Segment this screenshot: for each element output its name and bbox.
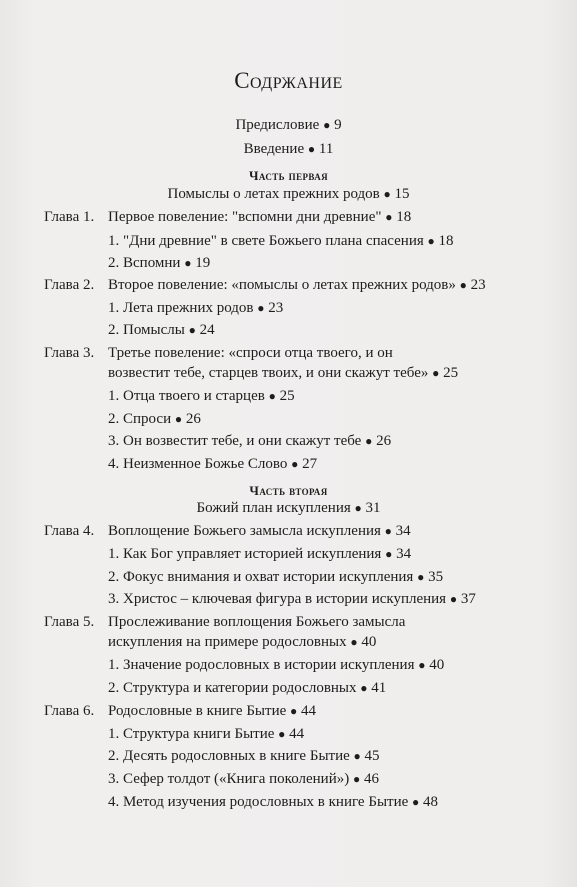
- subitem-text: 2. Спроси: [108, 411, 172, 427]
- toc-subitem: [108, 726, 304, 743]
- bullet-separator: ●: [385, 547, 393, 561]
- chapter-title-line: возвестит тебе, старцев твоих, и они скажут тебе»: [108, 365, 429, 381]
- entry-page: 23: [268, 300, 284, 316]
- bullet-separator: ●: [174, 412, 183, 426]
- bullet-separator: ●: [384, 524, 392, 538]
- toc-subitem: [108, 794, 438, 811]
- bullet-separator: ●: [353, 749, 361, 763]
- chapter-title: [108, 209, 411, 226]
- chapter-title-continued: [108, 634, 376, 651]
- subitem-text: 3. Христос – ключевая фигура в истории искупления: [108, 591, 447, 607]
- entry-page: 31: [365, 500, 381, 516]
- entry-page: 19: [195, 255, 211, 271]
- subitem-text: 3. Он возвестит тебе, и они скажут тебе: [108, 433, 362, 449]
- toc-subitem: [108, 433, 391, 450]
- toc-subitem: [108, 569, 443, 586]
- bullet-separator: ●: [188, 323, 196, 337]
- subitem-text: 1. Структура книги Бытие: [108, 726, 275, 742]
- entry-page: 40: [429, 657, 445, 673]
- subitem-text: 1. Как Бог управляет историей искупления: [108, 546, 382, 562]
- toc-entry-introduction: [0, 141, 577, 158]
- toc-subitem: [108, 300, 283, 317]
- chapter-title-line: Прослеживание воплощения Божьего замысла: [108, 614, 406, 630]
- subitem-text: 1. Отца твоего и старцев: [108, 388, 265, 404]
- entry-page: 46: [363, 771, 379, 787]
- chapter-title: [108, 703, 316, 720]
- entry-page: 34: [395, 523, 411, 539]
- entry-page: 26: [185, 411, 201, 427]
- subitem-text: 2. Структура и категории родословных: [108, 680, 357, 696]
- chapter-label: Глава 2.: [44, 277, 95, 293]
- chapter-label: Глава 4.: [44, 523, 95, 539]
- chapter-title: [108, 345, 393, 362]
- bullet-separator: ●: [412, 795, 420, 809]
- bullet-separator: ●: [360, 681, 368, 695]
- bullet-separator: ●: [290, 704, 298, 718]
- entry-page: 27: [302, 456, 318, 472]
- page-title: Содржание: [234, 68, 343, 93]
- part-title-text: Божий план искупления: [196, 500, 351, 516]
- entry-page: 40: [361, 634, 377, 650]
- chapter-label: Глава 3.: [44, 345, 95, 361]
- bullet-separator: ●: [278, 727, 286, 741]
- toc-subitem: [108, 657, 444, 674]
- entry-page: 37: [460, 591, 476, 607]
- entry-page: 41: [371, 680, 387, 696]
- chapter-title-line: Второе повеление: «помыслы о летах прежних родов»: [108, 277, 456, 293]
- chapter-label: Глава 6.: [44, 703, 95, 719]
- toc-entry-preface: [0, 117, 577, 134]
- toc-subitem: [108, 456, 317, 473]
- toc-subitem: [108, 591, 476, 608]
- bullet-separator: ●: [291, 457, 299, 471]
- toc-subitem: [108, 255, 210, 272]
- subitem-text: 1. "Дни древние" в свете Божьего плана спасения: [108, 233, 424, 249]
- part-label: Часть вторая: [249, 483, 328, 498]
- entry-page: 25: [443, 365, 459, 381]
- entry-page: 18: [396, 209, 412, 225]
- bullet-separator: ●: [352, 772, 361, 786]
- part-title: [0, 500, 577, 517]
- bullet-separator: ●: [307, 142, 316, 156]
- chapter-title-line: искупления на примере родословных: [108, 634, 347, 650]
- entry-page: 11: [318, 141, 334, 157]
- toc-subitem: [108, 546, 411, 563]
- entry-page: 9: [334, 117, 342, 133]
- bullet-separator: ●: [184, 256, 192, 270]
- bullet-separator: ●: [257, 301, 265, 315]
- bullet-separator: ●: [354, 501, 362, 515]
- entry-label: Введение: [243, 141, 305, 157]
- bullet-separator: ●: [427, 234, 435, 248]
- entry-page: 25: [279, 388, 295, 404]
- bullet-separator: ●: [323, 118, 331, 132]
- bullet-separator: ●: [449, 592, 458, 606]
- bullet-separator: ●: [418, 658, 426, 672]
- chapter-title: [108, 614, 405, 631]
- subitem-text: 2. Вспомни: [108, 255, 181, 271]
- entry-page: 34: [396, 546, 412, 562]
- bullet-separator: ●: [459, 278, 467, 292]
- subitem-text: 1. Значение родословных в истории искупления: [108, 657, 415, 673]
- entry-page: 35: [428, 569, 444, 585]
- entry-page: 15: [394, 186, 410, 202]
- subitem-text: 4. Неизменное Божье Слово: [108, 456, 288, 472]
- subitem-text: 2. Фокус внимания и охват истории искупления: [108, 569, 414, 585]
- toc-subitem: [108, 388, 295, 405]
- toc-subitem: [108, 680, 386, 697]
- part-label: Часть первая: [248, 168, 329, 183]
- bullet-separator: ●: [350, 635, 358, 649]
- bullet-separator: ●: [385, 210, 393, 224]
- bullet-separator: ●: [417, 570, 425, 584]
- entry-page: 48: [423, 794, 439, 810]
- subitem-text: 1. Лета прежних родов: [108, 300, 254, 316]
- entry-page: 44: [289, 726, 305, 742]
- chapter-title-line: Воплощение Божьего замысла искупления: [108, 523, 381, 539]
- chapter-title-line: Третье повеление: «спроси отца твоего, и он: [108, 345, 393, 361]
- chapter-title-continued: [108, 365, 458, 382]
- entry-page: 44: [301, 703, 316, 719]
- chapter-title-line: Родословные в книге Бытие: [108, 703, 287, 719]
- toc-subitem: [108, 411, 201, 428]
- subitem-text: 2. Помыслы: [108, 322, 185, 338]
- subitem-text: 4. Метод изучения родословных в книге Бытие: [108, 794, 409, 810]
- part-title: [0, 186, 577, 203]
- bullet-separator: ●: [268, 389, 276, 403]
- toc-subitem: [108, 771, 379, 788]
- chapter-title-line: Первое повеление: "вспомни дни древние": [108, 209, 382, 225]
- entry-page: 24: [199, 322, 215, 338]
- chapter-title: [108, 523, 411, 540]
- chapter-title: [108, 277, 486, 294]
- entry-page: 18: [438, 233, 454, 249]
- chapter-label: Глава 1.: [44, 209, 95, 225]
- toc-subitem: [108, 748, 380, 765]
- subitem-text: 3. Сефер толдот («Книга поколений»): [108, 771, 350, 787]
- part-title-text: Помыслы о летах прежних родов: [167, 186, 380, 202]
- bullet-separator: ●: [383, 187, 391, 201]
- entry-page: 23: [470, 277, 486, 293]
- subitem-text: 2. Десять родословных в книге Бытие: [108, 748, 350, 764]
- toc-subitem: [108, 233, 454, 250]
- entry-page: 26: [376, 433, 392, 449]
- chapter-label: Глава 5.: [44, 614, 95, 630]
- entry-page: 45: [364, 748, 380, 764]
- toc-subitem: [108, 322, 215, 339]
- bullet-separator: ●: [432, 366, 440, 380]
- bullet-separator: ●: [365, 434, 373, 448]
- entry-label: Предисловие: [235, 117, 320, 133]
